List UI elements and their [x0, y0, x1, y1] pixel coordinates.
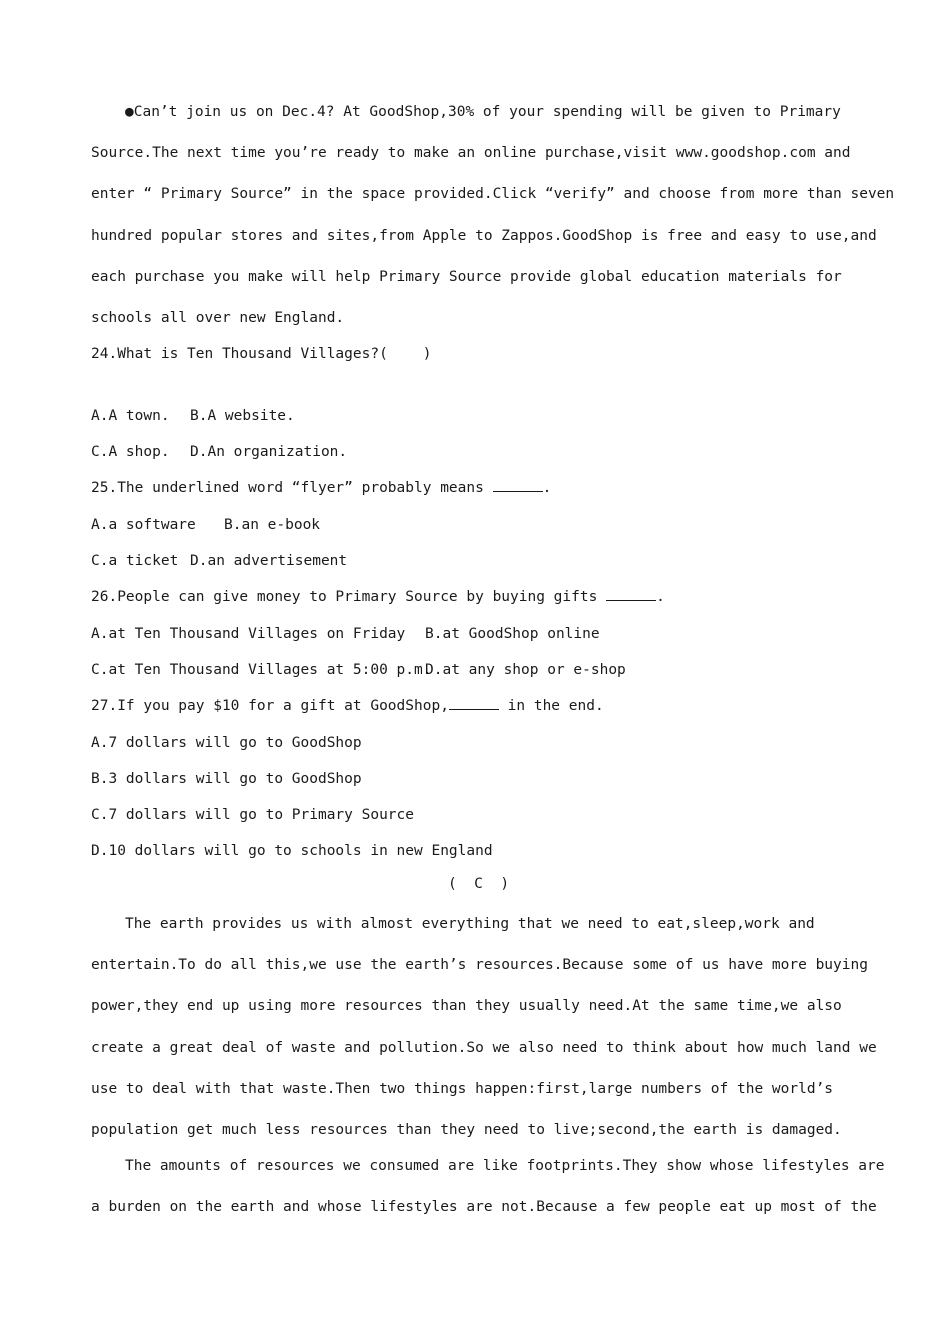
section-heading: ( C )	[447, 876, 510, 892]
option-d: D.an advertisement	[190, 553, 348, 569]
question-stem	[91, 696, 604, 716]
stem-end: in the end.	[498, 698, 604, 714]
stem-end: .	[656, 589, 665, 605]
stem-text: 27.If you pay $10 for a gift at GoodShop,	[91, 698, 449, 714]
answer-blank	[493, 479, 543, 492]
question-stem: 24.What is Ten Thousand Villages?( )	[91, 346, 432, 362]
option-a: A.A town.	[91, 408, 170, 424]
option-b: B.at GoodShop online	[425, 626, 600, 642]
text-line: Source.The next time you’re ready to make an online purchase,visit www.goodshop.com and	[91, 145, 851, 161]
option-b: B.an e-book	[224, 517, 321, 533]
option-b: B.A website.	[190, 408, 295, 424]
text-line: The amounts of resources we consumed are like footprints.They show whose lifestyles are	[125, 1158, 885, 1174]
text-line: hundred popular stores and sites,from Apple to Zappos.GoodShop is free and easy to use,and	[91, 228, 877, 244]
text-line: ●Can’t join us on Dec.4? At GoodShop,30% of your spending will be given to Primary	[125, 104, 841, 120]
text-line: each purchase you make will help Primary Source provide global education materials for	[91, 269, 842, 285]
text-line: use to deal with that waste.Then two things happen:first,large numbers of the world’s	[91, 1081, 834, 1097]
option-d: D.at any shop or e-shop	[425, 662, 626, 678]
option-c: C.7 dollars will go to Primary Source	[91, 807, 415, 823]
text-line: create a great deal of waste and pollution.So we also need to think about how much land we	[91, 1040, 877, 1056]
text-line: schools all over new England.	[91, 310, 345, 326]
option-a: A.7 dollars will go to GoodShop	[91, 735, 362, 751]
text-line: entertain.To do all this,we use the earth’s resources.Because some of us have more buying	[91, 957, 868, 973]
text-line: enter “ Primary Source” in the space provided.Click “verify” and choose from more than seven	[91, 186, 895, 202]
text-line: a burden on the earth and whose lifestyles are not.Because a few people eat up most of the	[91, 1199, 877, 1215]
text-line: population get much less resources than they need to live;second,the earth is damaged.	[91, 1122, 842, 1138]
answer-blank	[606, 588, 656, 601]
option-c: C.a ticket	[91, 553, 179, 569]
stem-end: .	[542, 480, 552, 496]
text-line: power,they end up using more resources than they usually need.At the same time,we also	[91, 998, 842, 1014]
question-stem	[91, 478, 551, 498]
option-c: C.at Ten Thousand Villages at 5:00 p.m.	[91, 662, 432, 678]
option-d: D.An organization.	[190, 444, 348, 460]
text-line: The earth provides us with almost everything that we need to eat,sleep,work and	[125, 916, 815, 932]
question-stem	[91, 587, 665, 607]
answer-blank	[449, 697, 499, 710]
option-c: C.A shop.	[91, 444, 170, 460]
stem-text: 26.People can give money to Primary Source by buying gifts	[91, 589, 598, 605]
option-d: D.10 dollars will go to schools in new England	[91, 843, 493, 859]
option-b: B.3 dollars will go to GoodShop	[91, 771, 362, 787]
option-a: A.at Ten Thousand Villages on Friday	[91, 626, 406, 642]
stem-text: 25.The underlined word “flyer” probably means	[91, 480, 484, 496]
option-a: A.a software	[91, 517, 196, 533]
